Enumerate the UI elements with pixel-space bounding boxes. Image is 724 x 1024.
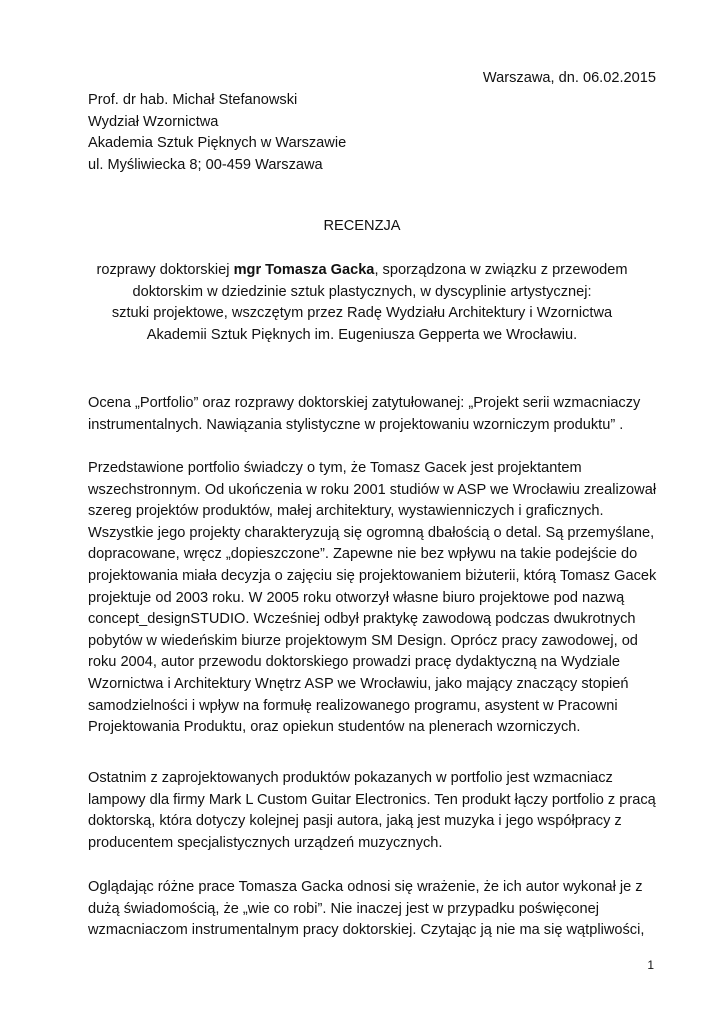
subtitle-line: doktorskim w dziedzinie sztuk plastycznych, w dyscyplinie artystycznej: <box>132 283 592 300</box>
subtitle-text: , sporządzona w związku z przewodem <box>374 262 628 278</box>
text-line: dużą świadomością, że „wie co robi”. Nie inaczej jest w przypadku poświęconej <box>88 900 600 917</box>
text-line: projektowania miała decyzja o zajęciu się projektowaniem biżuterii, którą Tomasz Gacek <box>88 567 657 584</box>
text-line: Ostatnim z zaprojektowanych produktów pokazanych w portfolio jest wzmacniacz <box>88 770 613 786</box>
text-line: Wszystkie jego projekty charakteryzują się ogromną dbałością o detal. Są przemyślane, <box>88 524 655 541</box>
text-line: wzmacniaczom instrumentalnym pracy doktorskiej. Czytając ją nie ma się wątpliwości, <box>88 922 645 939</box>
text-line: dopracowane, wręcz „dopieszczone”. Zapewne nie bez wpływu na takie podejście do <box>88 546 638 563</box>
subtitle-line: sztuki projektowe, wszczętym przez Radę Wydziału Architektury i Wzornictwa <box>111 305 613 322</box>
text-line: roku 2004, autor przewodu doktorskiego prowadzi pracę dydaktyczną na Wydziale <box>88 654 621 671</box>
text-line: Oglądając różne prace Tomasza Gacka odnosi się wrażenie, że ich autor wykonał je z <box>88 879 643 895</box>
paragraph-portfolio <box>88 458 668 739</box>
paragraph-last-product <box>88 768 668 854</box>
text-line: lampowy dla firmy Mark L Custom Guitar Electronics. Ten produkt łączy portfolio z pracą <box>88 791 656 808</box>
text-line: producentem specjalistycznych urządzeń muzycznych. <box>88 834 443 851</box>
text-line: Przedstawione portfolio świadczy o tym, że Tomasz Gacek jest projektantem <box>88 460 582 476</box>
text-line: concept_designSTUDIO. Wcześniej odbył praktykę zawodową podczas dwukrotnych <box>88 611 636 628</box>
text-line: instrumentalnych. Nawiązania stylistyczne w projektowaniu wzorniczym produktu” . <box>88 416 624 433</box>
paragraph-impression <box>88 877 668 942</box>
candidate-name: mgr Tomasza Gacka <box>233 262 375 278</box>
letter-date: Warszawa, dn. 06.02.2015 <box>482 70 656 86</box>
address-line: Akademia Sztuk Pięknych w Warszawie <box>88 135 347 152</box>
text-line: szereg projektów produktów, małej architektury, wystawienniczych i graficznych. <box>88 503 604 520</box>
text-line: wszechstronnym. Od ukończenia w roku 2001 studiów w ASP we Wrocławiu zrealizował <box>88 481 657 498</box>
paragraph-evaluation <box>88 393 668 436</box>
document-subtitle <box>60 260 664 346</box>
text-line: pobytów w wiedeńskim biurze projektowym SM Design. Oprócz pracy zawodowej, od <box>88 632 638 649</box>
text-line: Projektowania Produktu, oraz opiekun studentów na plenerach wzorniczych. <box>88 719 581 736</box>
recipient-address <box>88 90 346 176</box>
text-line: samodzielności i wpływ na formułę realizowanego programu, asystent w Pracowni <box>88 697 618 714</box>
document-title: RECENZJA <box>323 218 401 234</box>
subtitle-line: Akademii Sztuk Pięknych im. Eugeniusza Gepperta we Wrocławiu. <box>146 326 578 343</box>
text-line: Ocena „Portfolio” oraz rozprawy doktorskiej zatytułowanej: „Projekt serii wzmacniaczy <box>88 395 641 411</box>
subtitle-text: rozprawy doktorskiej <box>96 262 234 278</box>
subtitle-line <box>60 260 664 282</box>
text-line: Wzornictwa i Architektury Wnętrz ASP we Wrocławiu, jako mający znaczący stopień <box>88 675 629 692</box>
address-line: Prof. dr hab. Michał Stefanowski <box>88 92 298 108</box>
text-line: projektuje od 2003 roku. W 2005 roku otworzył własne biuro projektowe pod nazwą <box>88 589 625 606</box>
address-line: ul. Myśliwiecka 8; 00-459 Warszawa <box>88 156 323 173</box>
address-line: Wydział Wzornictwa <box>88 113 219 130</box>
text-line: doktorską, która dotyczy kolejnej pasji autora, jaką jest muzyka i jego współpracy z <box>88 813 622 830</box>
page-number: 1 <box>647 958 654 972</box>
